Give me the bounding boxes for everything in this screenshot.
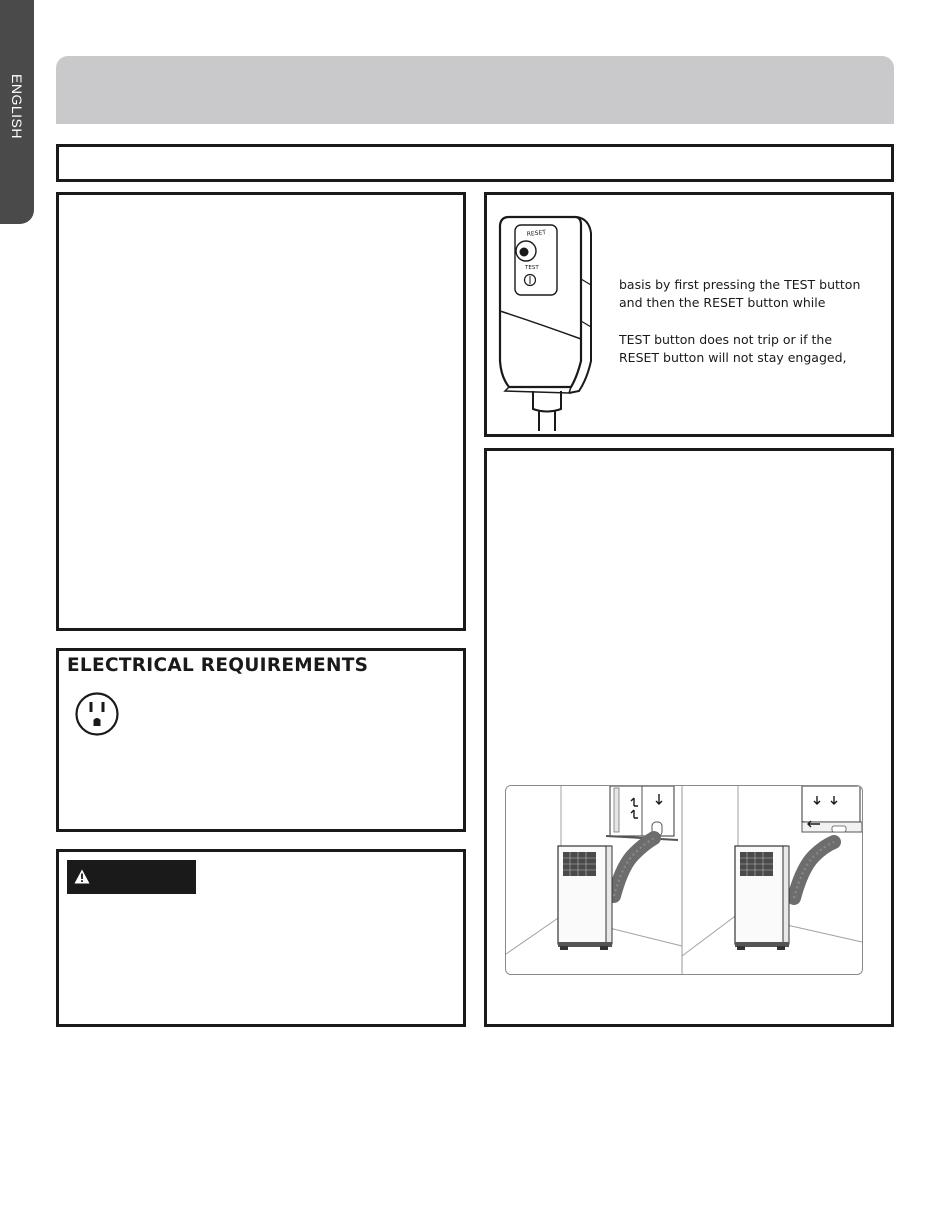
plug-reset-label: RESET <box>526 229 547 238</box>
warning-box <box>56 849 466 1027</box>
language-label: ENGLISH <box>9 74 25 139</box>
right-scene <box>682 786 862 956</box>
gfci-text-line: RESET button will not stay engaged, <box>619 350 847 365</box>
gfci-text-line: basis by first pressing the TEST button <box>619 277 861 292</box>
electrical-requirements-heading: ELECTRICAL REQUIREMENTS <box>67 655 369 676</box>
gfci-instructions-2 <box>619 331 889 367</box>
gfci-instructions-1 <box>619 276 889 312</box>
gfci-plug-box <box>484 192 894 437</box>
gfci-plug-illustration <box>497 211 601 431</box>
window-installation-illustration <box>505 785 863 975</box>
installation-box <box>484 448 894 1027</box>
language-tab <box>0 0 34 224</box>
gfci-text-line: and then the RESET button while <box>619 295 826 310</box>
gfci-text-line: TEST button does not trip or if the <box>619 332 833 347</box>
left-scene <box>506 786 682 954</box>
title-bar <box>56 144 894 182</box>
info-box-left <box>56 192 466 631</box>
electrical-requirements-box <box>56 648 466 832</box>
section-header-band <box>56 56 894 124</box>
grounded-outlet-icon <box>74 691 120 737</box>
warning-triangle-icon <box>74 869 90 884</box>
warning-badge <box>67 860 196 894</box>
plug-test-label: TEST <box>525 265 539 271</box>
